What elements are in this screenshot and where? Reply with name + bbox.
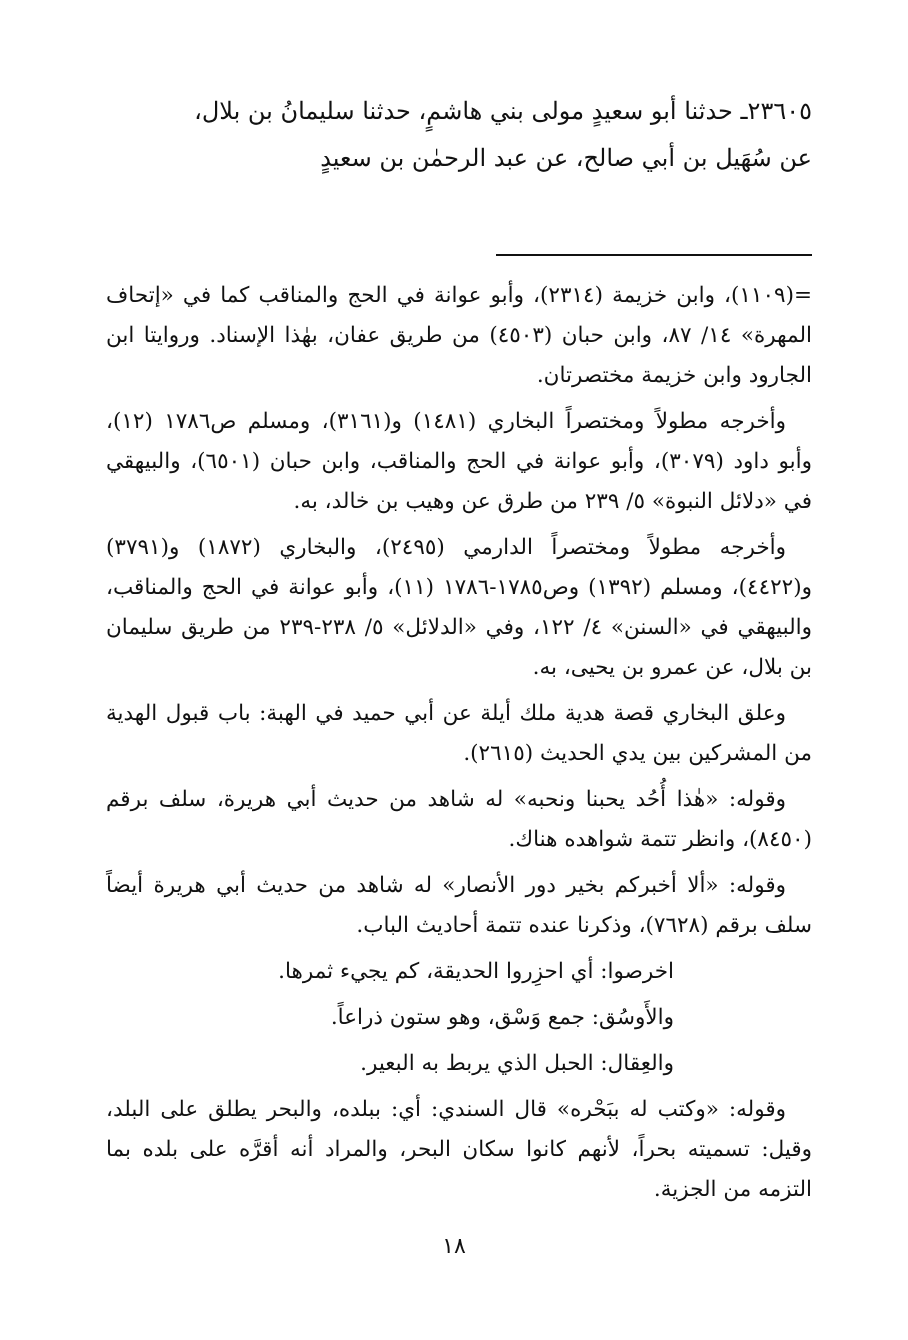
footnotes-section — [106, 276, 812, 1216]
footnote-paragraph: وقوله: «ألا أخبركم بخير دور الأنصار» له شاهد من حديث أبي هريرة أيضاً سلف برقم (٧٦٢٨)، وذكرنا عنده تتمة أحاديث الباب. — [106, 873, 812, 938]
hadith-line-1: ٢٣٦٠٥ـ حدثنا أبو سعيدٍ مولى بني هاشمٍ، حدثنا سليمانُ بن بلال، — [194, 97, 812, 125]
main-text — [106, 88, 812, 182]
definition-line: والعِقال: الحبل الذي يربط به البعير. — [360, 1051, 674, 1076]
footnote-separator — [496, 254, 812, 256]
footnote-paragraph: وأخرجه مطولاً ومختصراً الدارمي (٢٤٩٥)، والبخاري (١٨٧٢) و(٣٧٩١) و(٤٤٢٢)، ومسلم (١٣٩٢) وص١٧٨٥-١٧٨٦ (١١)، وأبو عوانة في الحج والمناقب، والبيهقي في «السنن» ٤/ ١٢٢، وفي «الدلائل» ٥/ ٢٣٨-٢٣٩ من طريق سليمان بن بلال، عن عمرو بن يحيى، به. — [106, 535, 813, 680]
footnote-paragraph: وقوله: «هٰذا أُحُد يحبنا ونحبه» له شاهد من حديث أبي هريرة، سلف برقم (٨٤٥٠)، وانظر تتمة شواهده هناك. — [106, 787, 812, 852]
page-number: ١٨ — [442, 1234, 466, 1259]
footnote-paragraph: وأخرجه مطولاً ومختصراً البخاري (١٤٨١) و(٣١٦١)، ومسلم ص١٧٨٦ (١٢)، وأبو داود (٣٠٧٩)، وأبو عوانة في الحج والمناقب، وابن حبان (٦٥٠١)، والبيهقي في «دلائل النبوة» ٥/ ٢٣٩ من طرق عن وهيب بن خالد، به. — [106, 409, 813, 514]
definition-line: والأَوسُق: جمع وَسْق، وهو ستون ذراعاً. — [330, 1005, 674, 1030]
footnote-paragraph: وعلق البخاري قصة هدية ملك أيلة عن أبي حميد في الهبة: باب قبول الهدية من المشركين بين يدي الحديث (٢٦١٥). — [106, 701, 812, 766]
definition-line: اخرصوا: أي احزِروا الحديقة، كم يجيء ثمرها. — [278, 959, 674, 984]
footnote-paragraph: =(١١٠٩)، وابن خزيمة (٢٣١٤)، وأبو عوانة في الحج والمناقب كما في «إتحاف المهرة» ١٤/ ٨٧، وابن حبان (٤٥٠٣) من طريق عفان، بهٰذا الإسناد. وروايتا ابن الجارود وابن خزيمة مختصرتان. — [106, 283, 812, 388]
closing-footnote-paragraph: وقوله: «وكتب له ببَحْره» قال السندي: أي: ببلده، والبحر يطلق على البلد، وقيل: تسميته بحراً، لأنهم كانوا سكان البحر، والمراد أنه أقرَّه على بلده بما التزمه من الجزية. — [106, 1097, 812, 1202]
hadith-line-2: عن سُهَيل بن أبي صالح، عن عبد الرحمٰن بن سعيدٍ — [320, 144, 812, 172]
